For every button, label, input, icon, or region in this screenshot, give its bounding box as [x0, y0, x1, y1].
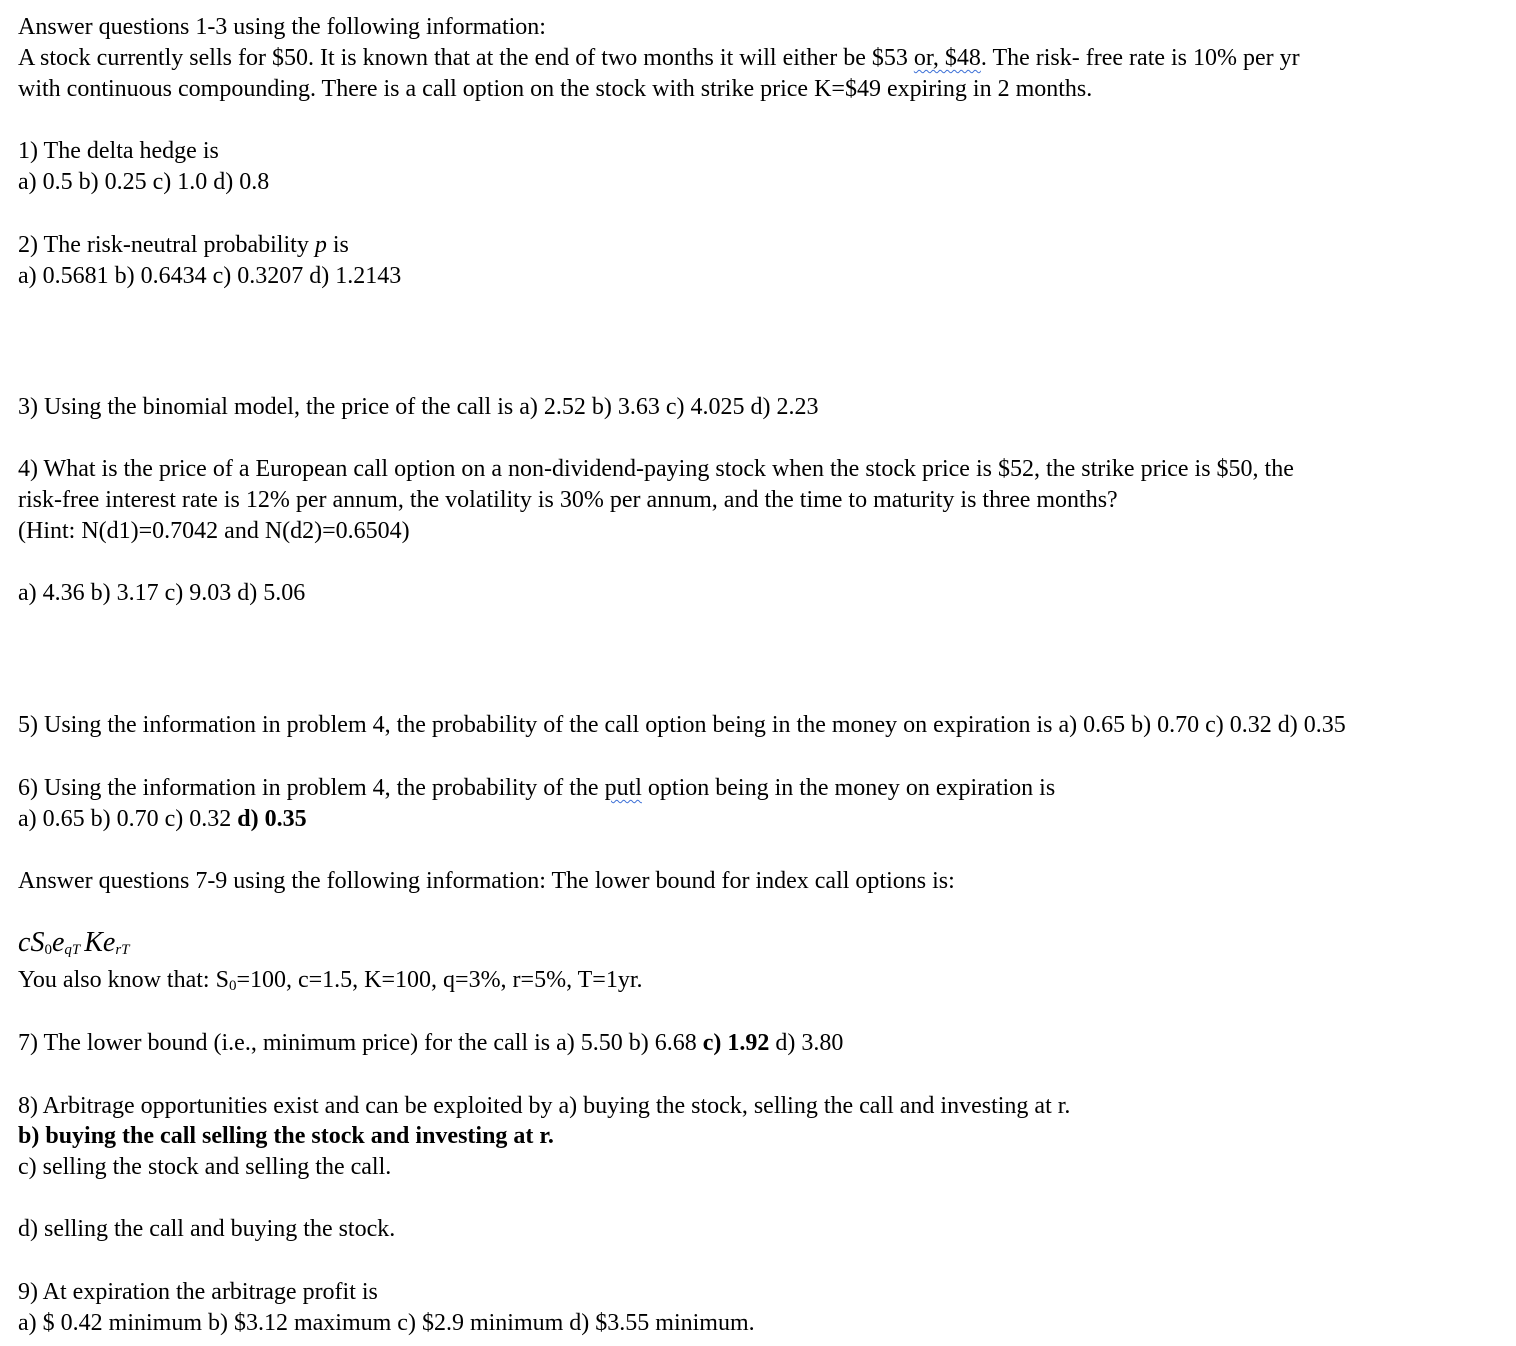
- q5-question: 5) Using the information in problem 4, the probability of the call option being in the money on expiration is a) 0.65 b) 0.70 c) 0.32 d) 0.35: [18, 712, 1346, 738]
- formula-e: e: [51, 927, 65, 958]
- text: 2) The risk-neutral probability: [18, 232, 315, 258]
- q4-line-1: 4) What is the price of a European call option on a non-dividend-paying stock when the stock price is $52, the strike price is $50, the: [18, 456, 1294, 482]
- q8-answer-b: b) buying the call selling the stock and investing at r.: [18, 1123, 554, 1149]
- q6-question: [18, 773, 1055, 804]
- q6-answers: [18, 804, 307, 835]
- q8-question: 8) Arbitrage opportunities exist and can be exploited by a) buying the stock, selling the call and investing at r.: [18, 1093, 1071, 1119]
- text: option being in the money on expiration is: [641, 775, 1056, 801]
- text: a) 0.65 b) 0.70 c) 0.32: [18, 806, 238, 832]
- intro-7-9: Answer questions 7-9 using the following information: The lower bound for index call options is:: [18, 868, 955, 894]
- answer-highlighted: d) 0.35: [237, 806, 307, 832]
- q9-answers: a) $ 0.42 minimum b) $3.12 maximum c) $2.9 minimum d) $3.55 minimum.: [18, 1310, 755, 1336]
- intro-line-1: Answer questions 1-3 using the following information:: [18, 14, 546, 40]
- q8-answer-c: c) selling the stock and selling the call.: [18, 1154, 392, 1180]
- text: is: [326, 232, 349, 258]
- formula-sub: qT: [64, 942, 81, 958]
- formula-c: c: [18, 927, 31, 958]
- text: A stock currently sells for $50. It is known that at the end of two months it will either be $53: [18, 45, 914, 71]
- q8-answer-d: d) selling the call and buying the stock.: [18, 1216, 396, 1242]
- text: 6) Using the information in problem 4, the probability of the: [18, 775, 605, 801]
- formula-sub: rT: [115, 942, 130, 958]
- text: 7) The lower bound (i.e., minimum price) for the call is a) 5.50 b) 6.68: [18, 1030, 703, 1056]
- spellcheck-flagged-text[interactable]: or, $48: [913, 45, 981, 71]
- q4-line-2: risk-free interest rate is 12% per annum, the volatility is 30% per annum, and the time to maturity is three months?: [18, 487, 1118, 513]
- text: . The risk- free rate is 10% per yr: [980, 45, 1300, 71]
- formula-k: K: [84, 927, 103, 958]
- q1-question: 1) The delta hedge is: [18, 138, 219, 164]
- spellcheck-flagged-text[interactable]: putl: [604, 775, 642, 801]
- lower-bound-formula: [18, 927, 130, 958]
- text: d) 3.80: [769, 1030, 844, 1056]
- q4-answers: a) 4.36 b) 3.17 c) 9.03 d) 5.06: [18, 580, 306, 606]
- q2-question: [18, 230, 349, 261]
- answer-highlighted: c) 1.92: [702, 1030, 770, 1056]
- q9-question: 9) At expiration the arbitrage profit is: [18, 1279, 378, 1305]
- intro-line-2: [18, 43, 1300, 74]
- q3-question: 3) Using the binomial model, the price of the call is a) 2.52 b) 3.63 c) 4.025 d) 2.23: [18, 394, 819, 420]
- subscript: 0: [228, 978, 237, 994]
- q4-hint: (Hint: N(d1)=0.7042 and N(d2)=0.6504): [18, 518, 410, 544]
- q7-question: [18, 1028, 843, 1059]
- variable-p: p: [314, 232, 327, 258]
- intro-line-3: with continuous compounding. There is a call option on the stock with strike price K=$49 expiring in 2 months.: [18, 76, 1093, 102]
- formula-e: e: [102, 927, 116, 958]
- text: You also know that: S: [18, 967, 229, 993]
- text: =100, c=1.5, K=100, q=3%, r=5%, T=1yr.: [236, 967, 643, 993]
- q1-answers: a) 0.5 b) 0.25 c) 1.0 d) 0.8: [18, 169, 270, 195]
- formula-s: S: [30, 927, 45, 958]
- q2-answers: a) 0.5681 b) 0.6434 c) 0.3207 d) 1.2143: [18, 263, 402, 289]
- known-values: [18, 965, 643, 996]
- formula-sub: 0: [44, 942, 52, 958]
